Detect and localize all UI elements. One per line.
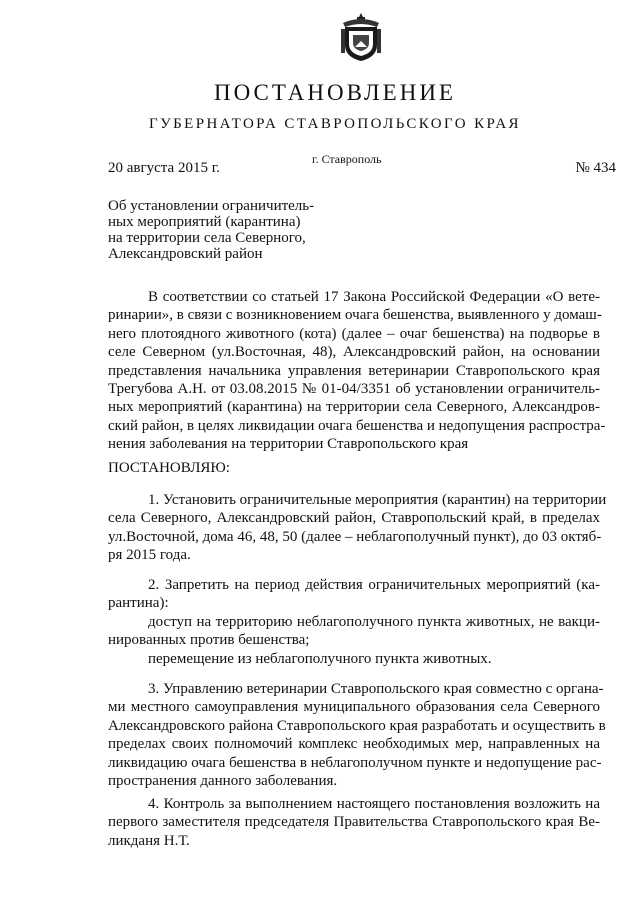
subject-line: ных мероприятий (карантина): [108, 214, 301, 230]
preamble-line: ский район, в целях ликвидации очага бешенства и недопущения распростра-: [108, 417, 606, 434]
item-line: 4. Контроль за выполнением настоящего постановления возложить на: [148, 796, 600, 812]
item-line: пределах своих полномочий комплекс необходимых мер, направленных на: [108, 736, 600, 753]
item-2-paragraph: [108, 576, 600, 668]
preamble-line: него плотоядного животного (кота) (далее – очаг бешенства) на подворье в: [108, 325, 600, 342]
subject-line: на территории села Северного,: [108, 230, 306, 246]
item-line: 3. Управлению ветеринарии Ставропольского края совместно с органа-: [148, 681, 604, 697]
item-line: доступ на территорию неблагополучного пункта животных, не вакци-: [148, 613, 600, 630]
document-date: 20 августа 2015 г.: [108, 160, 220, 176]
preamble-paragraph: [108, 288, 606, 454]
item-line: ликвидацию очага бешенства в неблагополучном пункте и недопущение рас-: [108, 754, 602, 771]
item-line: ул.Восточной, дома 46, 48, 50 (далее – неблагополучный пункт), до 03 октяб-: [108, 528, 602, 545]
item-line: села Северного, Александровский район, Ставропольский край, в пределах: [108, 510, 600, 527]
document-city: г. Ставрополь: [312, 152, 382, 166]
item-line: нированных против бешенства;: [108, 632, 310, 649]
coat-of-arms-icon: [339, 11, 383, 63]
preamble-line: селе Северном (ул.Восточная, 48), Александровский район, на основании: [108, 344, 600, 361]
document-number: № 434: [575, 160, 616, 176]
preamble-line: нения заболевания на территории Ставропольского края: [108, 436, 469, 453]
item-4-paragraph: [108, 795, 600, 850]
item-line: Александровского района Ставропольского края разработать и осуществить в: [108, 717, 606, 734]
subject-line: Об установлении ограничитель-: [108, 198, 315, 214]
item-line: ликданя Н.Т.: [108, 832, 190, 849]
preamble-line: Трегубова А.Н. от 03.08.2015 № 01-04/3351 об установлении ограничитель-: [108, 381, 600, 398]
item-1-paragraph: [108, 491, 607, 565]
item-line: перемещение из неблагополучного пункта животных.: [148, 650, 492, 667]
subject-line: Александровский район: [108, 246, 263, 262]
item-line: 1. Установить ограничительные мероприятия (карантин) на территории: [148, 492, 607, 508]
decree-word: ПОСТАНОВЛЯЮ:: [108, 460, 230, 476]
item-3-paragraph: [108, 680, 606, 790]
preamble-line: В соответствии со статьей 17 Закона Российской Федерации «О вете-: [148, 289, 600, 305]
item-line: рантина):: [108, 595, 169, 612]
document-subject: [108, 198, 368, 262]
item-line: первого заместителя председателя Правительства Ставропольского края Ве-: [108, 814, 600, 831]
document-issuer: ГУБЕРНАТОРА СТАВРОПОЛЬСКОГО КРАЯ: [149, 116, 521, 132]
document-type: ПОСТАНОВЛЕНИЕ: [214, 80, 456, 105]
item-line: пространения данного заболевания.: [108, 773, 338, 790]
item-line: ми местного самоуправления муниципального образования села Северного: [108, 699, 600, 716]
item-line: 2. Запретить на период действия ограничительных мероприятий (ка-: [148, 577, 600, 593]
item-line: ря 2015 года.: [108, 547, 191, 564]
preamble-line: ринарии», в связи с возникновением очага бешенства, выявленного у домаш-: [108, 307, 602, 324]
preamble-line: ных мероприятий (карантина) на территории села Северного, Александров-: [108, 399, 600, 416]
preamble-line: представления начальника управления ветеринарии Ставропольского края: [108, 362, 600, 379]
